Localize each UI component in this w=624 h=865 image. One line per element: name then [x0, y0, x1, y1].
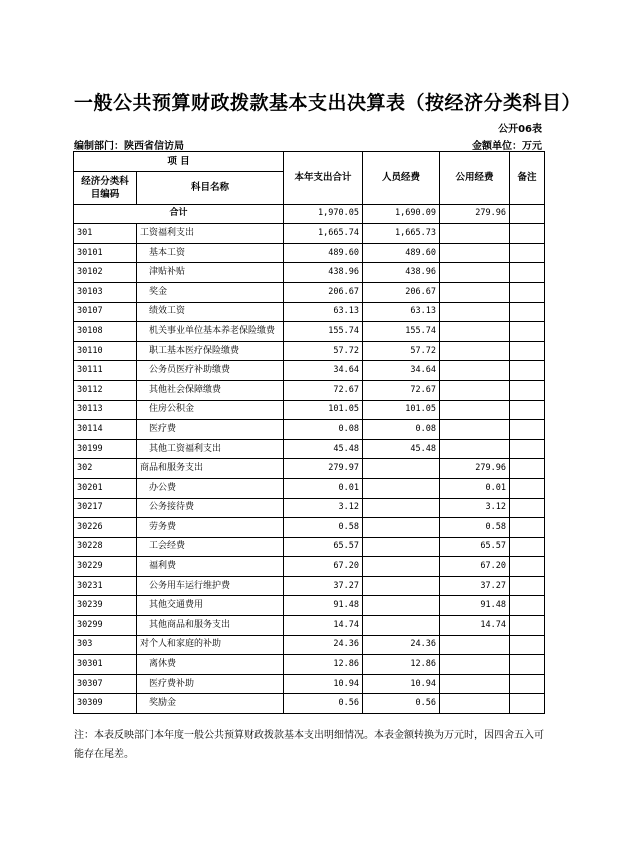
table-row — [74, 224, 545, 244]
name-cell: 商品和服务支出 — [137, 459, 284, 479]
code-cell: 30110 — [74, 341, 137, 361]
public-cell: 0.58 — [440, 518, 510, 538]
total-cell: 10.94 — [284, 674, 363, 694]
public-cell: 37.27 — [440, 576, 510, 596]
table-row — [74, 400, 545, 420]
remark-cell — [510, 224, 545, 244]
total-cell: 3.12 — [284, 498, 363, 518]
code-cell: 30103 — [74, 282, 137, 302]
table-row — [74, 635, 545, 655]
public-header: 公用经费 — [440, 152, 510, 205]
code-cell: 30108 — [74, 322, 137, 342]
total-cell: 72.67 — [284, 380, 363, 400]
remark-cell — [510, 361, 545, 381]
name-cell: 其他交通费用 — [137, 596, 284, 616]
name-cell: 公务用车运行维护费 — [137, 576, 284, 596]
table-row — [74, 439, 545, 459]
personnel-cell: 0.08 — [363, 420, 440, 440]
total-cell: 206.67 — [284, 282, 363, 302]
public-cell: 91.48 — [440, 596, 510, 616]
public-cell — [440, 674, 510, 694]
total-cell: 155.74 — [284, 322, 363, 342]
expenditure-table — [73, 151, 545, 714]
total-personnel: 1,690.09 — [363, 204, 440, 224]
table-row — [74, 537, 545, 557]
personnel-cell — [363, 518, 440, 538]
footnote: 注：本表反映部门本年度一般公共预算财政拨款基本支出明细情况。本表金额转换为万元时，因四舍五入可能存在尾差。 — [74, 730, 544, 760]
public-cell — [440, 322, 510, 342]
table-row — [74, 459, 545, 479]
code-cell: 30226 — [74, 518, 137, 538]
name-cell: 基本工资 — [137, 243, 284, 263]
name-cell: 办公费 — [137, 478, 284, 498]
org-label: 编制部门：陕西省信访局 — [74, 141, 184, 152]
personnel-cell: 489.60 — [363, 243, 440, 263]
total-cell: 37.27 — [284, 576, 363, 596]
remark-cell — [510, 420, 545, 440]
report-title: 一般公共预算财政拨款基本支出决算表（按经济分类科目） — [74, 92, 582, 114]
public-cell — [440, 263, 510, 283]
code-cell: 30217 — [74, 498, 137, 518]
public-cell — [440, 400, 510, 420]
code-cell: 30199 — [74, 439, 137, 459]
remark-cell — [510, 635, 545, 655]
table-row — [74, 243, 545, 263]
total-cell: 0.58 — [284, 518, 363, 538]
personnel-cell: 438.96 — [363, 263, 440, 283]
remark-cell — [510, 341, 545, 361]
personnel-cell — [363, 557, 440, 577]
public-cell: 3.12 — [440, 498, 510, 518]
name-cell: 工会经费 — [137, 537, 284, 557]
public-cell — [440, 341, 510, 361]
table-row — [74, 498, 545, 518]
code-cell: 30229 — [74, 557, 137, 577]
table-row — [74, 616, 545, 636]
total-amount: 1,970.05 — [284, 204, 363, 224]
table-row — [74, 322, 545, 342]
remark-header: 备注 — [510, 152, 545, 205]
code-header: 经济分类科目编码 — [74, 171, 137, 204]
code-cell: 30101 — [74, 243, 137, 263]
remark-cell — [510, 694, 545, 714]
code-cell: 303 — [74, 635, 137, 655]
total-cell: 57.72 — [284, 341, 363, 361]
name-cell: 机关事业单位基本养老保险缴费 — [137, 322, 284, 342]
public-cell: 0.01 — [440, 478, 510, 498]
remark-cell — [510, 439, 545, 459]
name-cell: 福利费 — [137, 557, 284, 577]
table-row — [74, 478, 545, 498]
personnel-cell — [363, 478, 440, 498]
remark-cell — [510, 596, 545, 616]
table-row — [74, 674, 545, 694]
total-cell: 24.36 — [284, 635, 363, 655]
public-cell — [440, 243, 510, 263]
public-cell — [440, 302, 510, 322]
total-remark — [510, 204, 545, 224]
public-cell — [440, 635, 510, 655]
code-cell: 30228 — [74, 537, 137, 557]
table-row — [74, 361, 545, 381]
personnel-cell — [363, 498, 440, 518]
code-cell: 30102 — [74, 263, 137, 283]
public-cell: 67.20 — [440, 557, 510, 577]
code-cell: 30112 — [74, 380, 137, 400]
name-cell: 公务接待费 — [137, 498, 284, 518]
public-cell — [440, 361, 510, 381]
total-cell: 91.48 — [284, 596, 363, 616]
personnel-cell — [363, 616, 440, 636]
name-cell: 离休费 — [137, 655, 284, 675]
remark-cell — [510, 616, 545, 636]
unit-label: 金额单位：万元 — [472, 141, 542, 152]
personnel-cell: 10.94 — [363, 674, 440, 694]
remark-cell — [510, 576, 545, 596]
remark-cell — [510, 243, 545, 263]
personnel-cell: 57.72 — [363, 341, 440, 361]
remark-cell — [510, 498, 545, 518]
total-cell: 12.86 — [284, 655, 363, 675]
personnel-cell: 72.67 — [363, 380, 440, 400]
total-cell: 34.64 — [284, 361, 363, 381]
public-cell — [440, 224, 510, 244]
personnel-cell — [363, 459, 440, 479]
total-cell: 438.96 — [284, 263, 363, 283]
item-header: 项 目 — [74, 152, 284, 172]
table-row — [74, 263, 545, 283]
remark-cell — [510, 263, 545, 283]
public-cell: 279.96 — [440, 459, 510, 479]
table-row — [74, 282, 545, 302]
personnel-cell: 63.13 — [363, 302, 440, 322]
name-cell: 其他工资福利支出 — [137, 439, 284, 459]
public-cell — [440, 420, 510, 440]
total-cell: 0.08 — [284, 420, 363, 440]
total-cell: 65.57 — [284, 537, 363, 557]
remark-cell — [510, 282, 545, 302]
personnel-cell: 0.56 — [363, 694, 440, 714]
total-cell: 14.74 — [284, 616, 363, 636]
name-cell: 住房公积金 — [137, 400, 284, 420]
form-number: 公开06表 — [498, 124, 542, 135]
name-cell: 奖励金 — [137, 694, 284, 714]
remark-cell — [510, 459, 545, 479]
name-header: 科目名称 — [137, 171, 284, 204]
table-row — [74, 341, 545, 361]
personnel-cell: 155.74 — [363, 322, 440, 342]
table-row — [74, 694, 545, 714]
name-cell: 医疗费补助 — [137, 674, 284, 694]
personnel-header: 人员经费 — [363, 152, 440, 205]
public-cell — [440, 439, 510, 459]
table-row — [74, 576, 545, 596]
code-cell: 30111 — [74, 361, 137, 381]
total-cell: 1,665.74 — [284, 224, 363, 244]
code-cell: 30107 — [74, 302, 137, 322]
table-body — [74, 204, 545, 713]
personnel-cell — [363, 537, 440, 557]
header-row-1 — [74, 152, 545, 172]
personnel-cell: 101.05 — [363, 400, 440, 420]
total-cell: 45.48 — [284, 439, 363, 459]
total-cell: 67.20 — [284, 557, 363, 577]
name-cell: 绩效工资 — [137, 302, 284, 322]
personnel-cell — [363, 576, 440, 596]
code-cell: 30307 — [74, 674, 137, 694]
table-row — [74, 420, 545, 440]
code-cell: 30299 — [74, 616, 137, 636]
code-cell: 30231 — [74, 576, 137, 596]
personnel-cell: 45.48 — [363, 439, 440, 459]
table-row — [74, 596, 545, 616]
table-row — [74, 302, 545, 322]
remark-cell — [510, 674, 545, 694]
table-row — [74, 557, 545, 577]
name-cell: 其他商品和服务支出 — [137, 616, 284, 636]
remark-cell — [510, 557, 545, 577]
remark-cell — [510, 537, 545, 557]
name-cell: 职工基本医疗保险缴费 — [137, 341, 284, 361]
report-meta — [74, 137, 544, 151]
total-cell: 489.60 — [284, 243, 363, 263]
total-header: 本年支出合计 — [284, 152, 363, 205]
name-cell: 工资福利支出 — [137, 224, 284, 244]
name-cell: 医疗费 — [137, 420, 284, 440]
code-cell: 30239 — [74, 596, 137, 616]
name-cell: 其他社会保障缴费 — [137, 380, 284, 400]
public-cell — [440, 380, 510, 400]
remark-cell — [510, 518, 545, 538]
personnel-cell: 34.64 — [363, 361, 440, 381]
total-row — [74, 204, 545, 224]
total-cell: 0.01 — [284, 478, 363, 498]
total-cell: 279.97 — [284, 459, 363, 479]
personnel-cell: 1,665.73 — [363, 224, 440, 244]
table-row — [74, 518, 545, 538]
personnel-cell: 206.67 — [363, 282, 440, 302]
remark-cell — [510, 478, 545, 498]
total-cell: 63.13 — [284, 302, 363, 322]
personnel-cell — [363, 596, 440, 616]
total-cell: 101.05 — [284, 400, 363, 420]
remark-cell — [510, 322, 545, 342]
remark-cell — [510, 400, 545, 420]
remark-cell — [510, 655, 545, 675]
remark-cell — [510, 302, 545, 322]
name-cell: 公务员医疗补助缴费 — [137, 361, 284, 381]
code-cell: 30301 — [74, 655, 137, 675]
total-cell: 0.56 — [284, 694, 363, 714]
public-cell: 65.57 — [440, 537, 510, 557]
remark-cell — [510, 380, 545, 400]
name-cell: 津贴补贴 — [137, 263, 284, 283]
code-cell: 30114 — [74, 420, 137, 440]
public-cell: 14.74 — [440, 616, 510, 636]
name-cell: 劳务费 — [137, 518, 284, 538]
code-cell: 301 — [74, 224, 137, 244]
total-label: 合计 — [74, 204, 284, 224]
public-cell — [440, 655, 510, 675]
code-cell: 30113 — [74, 400, 137, 420]
table-row — [74, 655, 545, 675]
table-row — [74, 380, 545, 400]
personnel-cell: 24.36 — [363, 635, 440, 655]
personnel-cell: 12.86 — [363, 655, 440, 675]
name-cell: 对个人和家庭的补助 — [137, 635, 284, 655]
code-cell: 302 — [74, 459, 137, 479]
name-cell: 奖金 — [137, 282, 284, 302]
code-cell: 30201 — [74, 478, 137, 498]
public-cell — [440, 694, 510, 714]
code-cell: 30309 — [74, 694, 137, 714]
public-cell — [440, 282, 510, 302]
total-public: 279.96 — [440, 204, 510, 224]
